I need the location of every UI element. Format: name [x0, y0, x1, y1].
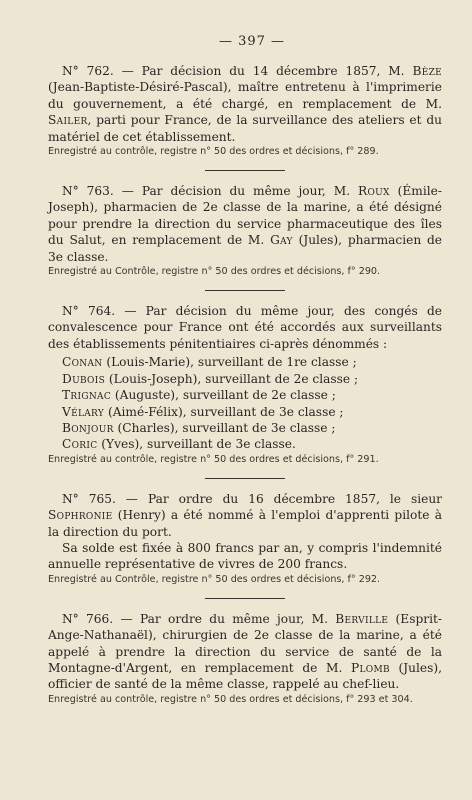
register-note: Enregistré au contrôle, registre n° 50 des ordres et décisions, f° 289. — [48, 146, 379, 158]
person-name: Vélary — [62, 404, 105, 419]
page-number: — 397 — — [218, 34, 286, 49]
person-name: Sailer — [48, 113, 88, 128]
person-name: Bèze — [412, 64, 442, 78]
separator-rule — [205, 290, 285, 291]
entry-number: N° 762. — [62, 64, 114, 78]
entry-text: N° 762. — Par décision du 14 décembre 1857, M. Bèze (Jean-Baptiste-Désiré-Pascal), maître entretenu à l'imprimerie du gouvernement, a été chargé, en remplacement de M. Sailer, parti pour France, de la surveillance des ateliers et du matériel de cet établissement. — [48, 64, 442, 144]
person-name: Trignac — [62, 388, 112, 403]
person-name: Conan — [62, 355, 103, 370]
register-note: Enregistré au Contrôle, registre n° 50 des ordres et décisions, f° 290. — [48, 266, 381, 278]
register-note: Enregistré au contrôle, registre n° 50 des ordres et décisions, f° 293 et 304. — [48, 693, 413, 705]
list-item: Conan (Louis-Marie), surveillant de 1re classe ; — [62, 355, 357, 370]
person-name: Dubois — [62, 371, 106, 386]
person-name: Berville — [335, 611, 389, 626]
list-item: Trignac (Auguste), surveillant de 2e classe ; — [62, 388, 336, 403]
separator-rule — [205, 170, 285, 171]
separator-rule — [205, 598, 285, 599]
separator-rule — [205, 478, 285, 479]
person-name: Bonjour — [62, 420, 114, 435]
entry-764 — [48, 303, 442, 466]
entry-text: N° 766. — Par ordre du même jour, M. Berville (Esprit-Ange-Nathanaël), chirurgien de 2e classe de la marine, a été appelé à prendre la direction du service de santé de la Montagne-d'Argent, en remplacement de M. Plomb (Jules), officier de santé de la même classe, rappelé au chef-lieu. — [48, 611, 443, 692]
surveillant-list — [48, 354, 442, 452]
entry-text: N° 763. — Par décision du même jour, M. Roux (Émile-Joseph), pharmacien de 2e classe de la marine, a été désigné pour prendre la direction du service pharmaceutique des îles du Salut, en remplacement de M. Gay (Jules), pharmacien de 3e classe. — [48, 184, 442, 264]
person-name: Gay — [270, 233, 293, 248]
entry-text: N° 765. — Par ordre du 16 décembre 1857, le sieur Sophronie (Henry) a été nommé à l'emploi d'apprenti pilote à la direction du port. — [48, 491, 442, 539]
register-note: Enregistré au contrôle, registre n° 50 des ordres et décisions, f° 291. — [48, 453, 379, 465]
entry-extra-text: Sa solde est fixée à 800 francs par an, y compris l'indemnité annuelle représentative de vivres de 200 francs. — [48, 540, 442, 572]
list-item: Dubois (Louis-Joseph), surveillant de 2e classe ; — [62, 371, 359, 386]
entry-762 — [48, 63, 442, 158]
list-item: Bonjour (Charles), surveillant de 3e classe ; — [62, 420, 336, 435]
person-name: Plomb — [350, 660, 390, 675]
entry-766 — [48, 611, 442, 706]
entry-number: N° 765. — [62, 491, 116, 506]
person-name: Roux — [357, 184, 390, 199]
list-item: Coric (Yves), surveillant de 3e classe. — [62, 437, 296, 452]
entry-763 — [48, 183, 442, 278]
entry-number: N° 764. — [62, 304, 116, 319]
list-item: Vélary (Aimé-Félix), surveillant de 3e classe ; — [62, 404, 344, 419]
register-note: Enregistré au Contrôle, registre n° 50 des ordres et décisions, f° 292. — [48, 573, 381, 585]
person-name: Coric — [62, 437, 98, 452]
entry-text: N° 764. — Par décision du même jour, des congés de convalescence pour France ont été accordés aux surveillants des établissements pénitentiaires ci-après dénommés : — [48, 304, 442, 351]
entry-number: N° 766. — [62, 611, 114, 626]
entry-number: N° 763. — [62, 184, 114, 199]
person-name: Sophronie — [48, 508, 113, 523]
entry-765 — [48, 491, 442, 586]
